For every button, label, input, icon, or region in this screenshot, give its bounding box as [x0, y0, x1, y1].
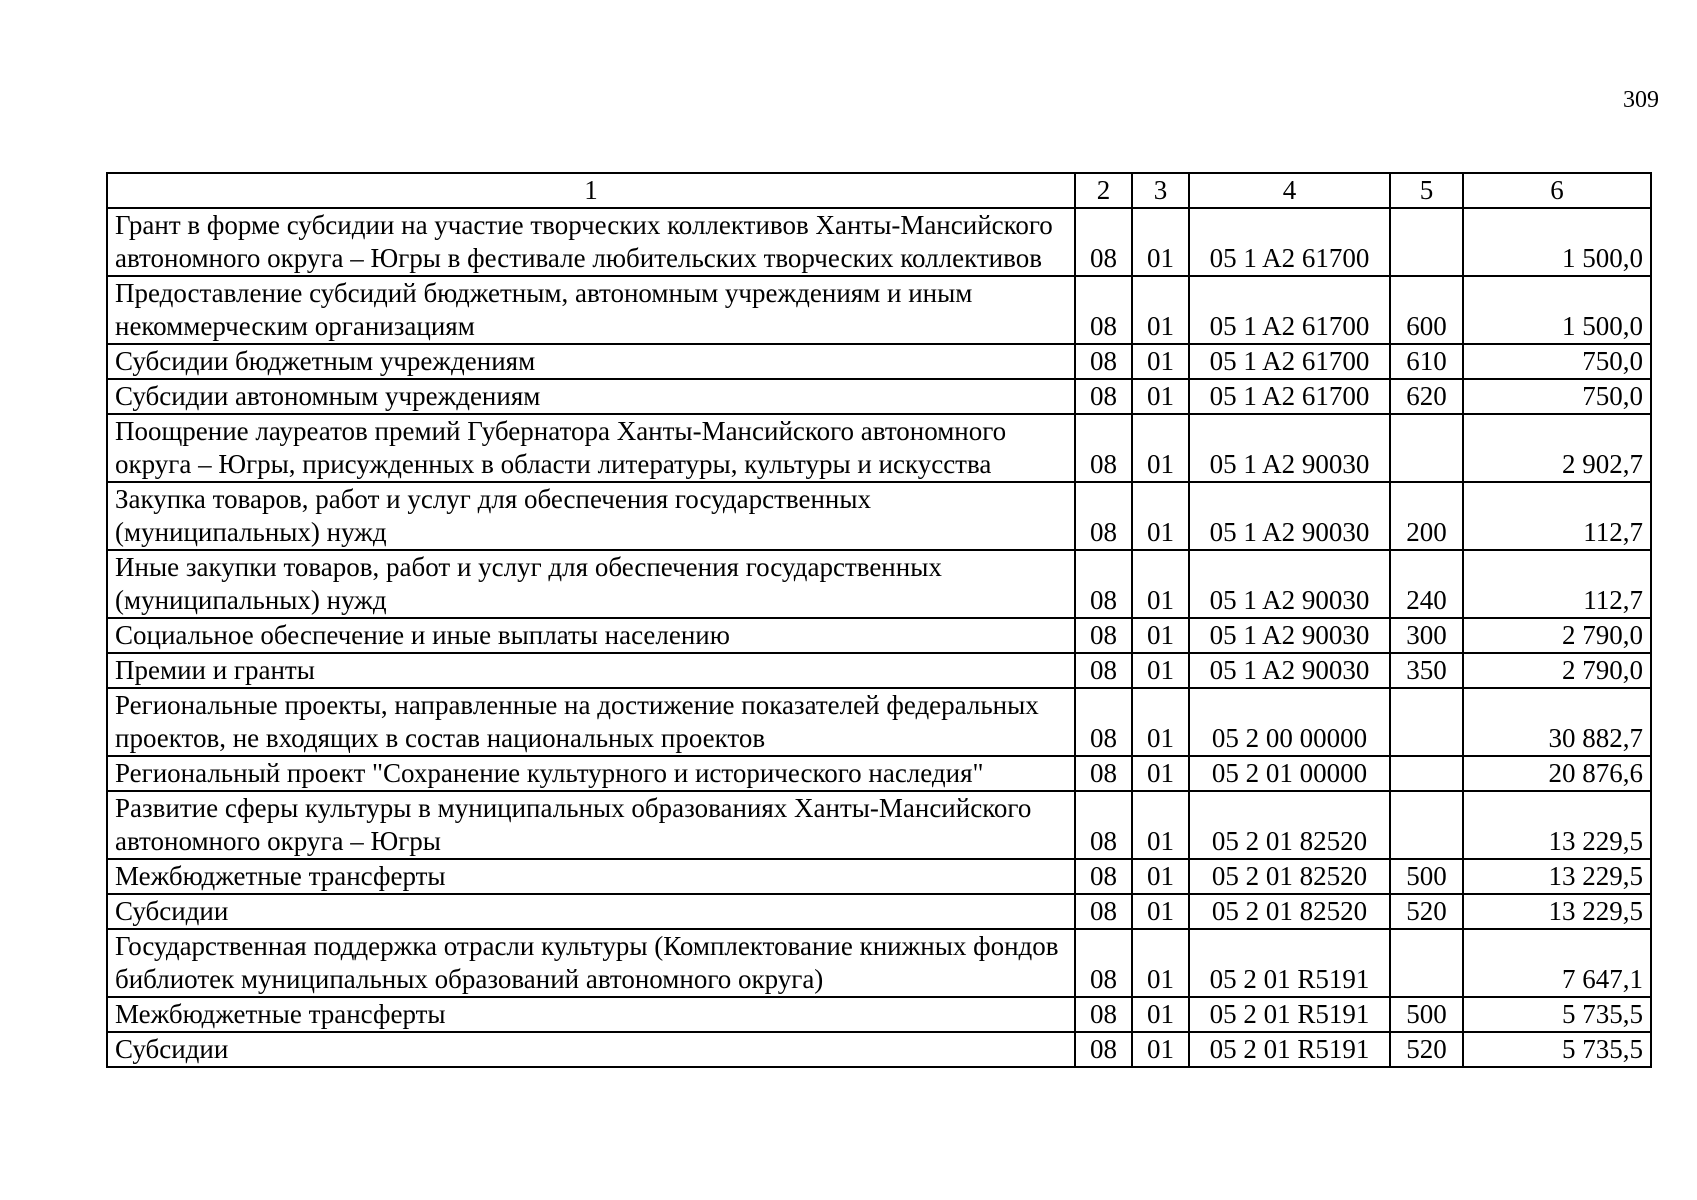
row-expense-type: [1390, 414, 1463, 482]
row-description: Субсидии: [107, 1032, 1075, 1067]
row-section: 08: [1075, 791, 1132, 859]
table-row: [107, 208, 1651, 276]
row-target-code: 05 1 A2 90030: [1189, 550, 1390, 618]
table-header-row: [107, 173, 1651, 208]
row-expense-type: [1390, 929, 1463, 997]
row-target-code: 05 2 01 R5191: [1189, 997, 1390, 1032]
row-expense-type: 350: [1390, 653, 1463, 688]
row-expense-type: 300: [1390, 618, 1463, 653]
table-row: [107, 550, 1651, 618]
row-subsection: 01: [1132, 618, 1189, 653]
row-expense-type: 520: [1390, 1032, 1463, 1067]
row-target-code: 05 1 A2 90030: [1189, 653, 1390, 688]
row-expense-type: 500: [1390, 997, 1463, 1032]
row-subsection: 01: [1132, 859, 1189, 894]
row-section: 08: [1075, 929, 1132, 997]
row-description: Социальное обеспечение и иные выплаты населению: [107, 618, 1075, 653]
row-target-code: 05 1 A2 61700: [1189, 276, 1390, 344]
row-description: Межбюджетные трансферты: [107, 859, 1075, 894]
row-description: Субсидии: [107, 894, 1075, 929]
row-amount: 13 229,5: [1463, 859, 1651, 894]
row-description: Региональные проекты, направленные на достижение показателей федеральных проектов, не входящих в состав национальных проектов: [107, 688, 1075, 756]
row-section: 08: [1075, 1032, 1132, 1067]
row-target-code: 05 2 01 R5191: [1189, 1032, 1390, 1067]
row-subsection: 01: [1132, 482, 1189, 550]
row-target-code: 05 2 01 82520: [1189, 894, 1390, 929]
table-row: [107, 653, 1651, 688]
table-row: [107, 929, 1651, 997]
row-subsection: 01: [1132, 997, 1189, 1032]
row-description: Закупка товаров, работ и услуг для обеспечения государственных (муниципальных) нужд: [107, 482, 1075, 550]
row-description: Иные закупки товаров, работ и услуг для обеспечения государственных (муниципальных) нужд: [107, 550, 1075, 618]
row-description: Премии и гранты: [107, 653, 1075, 688]
table-row: [107, 688, 1651, 756]
row-amount: 750,0: [1463, 379, 1651, 414]
row-amount: 30 882,7: [1463, 688, 1651, 756]
row-amount: 2 790,0: [1463, 653, 1651, 688]
row-expense-type: [1390, 208, 1463, 276]
row-section: 08: [1075, 482, 1132, 550]
row-description: Предоставление субсидий бюджетным, автономным учреждениям и иным некоммерческим организациям: [107, 276, 1075, 344]
row-target-code: 05 1 A2 61700: [1189, 208, 1390, 276]
page-number: 309: [1623, 87, 1659, 113]
row-target-code: 05 1 A2 61700: [1189, 379, 1390, 414]
row-description: Субсидии автономным учреждениям: [107, 379, 1075, 414]
row-amount: 112,7: [1463, 482, 1651, 550]
row-expense-type: 600: [1390, 276, 1463, 344]
row-section: 08: [1075, 344, 1132, 379]
column-header: 1: [107, 173, 1075, 208]
column-header: 5: [1390, 173, 1463, 208]
column-header: 4: [1189, 173, 1390, 208]
row-amount: 2 902,7: [1463, 414, 1651, 482]
row-description: Поощрение лауреатов премий Губернатора Ханты-Мансийского автономного округа – Югры, присужденных в области литературы, культуры и искусства: [107, 414, 1075, 482]
row-subsection: 01: [1132, 1032, 1189, 1067]
row-section: 08: [1075, 756, 1132, 791]
row-subsection: 01: [1132, 929, 1189, 997]
row-subsection: 01: [1132, 379, 1189, 414]
row-expense-type: [1390, 791, 1463, 859]
row-section: 08: [1075, 276, 1132, 344]
row-expense-type: 610: [1390, 344, 1463, 379]
row-section: 08: [1075, 208, 1132, 276]
table-row: [107, 482, 1651, 550]
table-row: [107, 997, 1651, 1032]
table-row: [107, 276, 1651, 344]
row-subsection: 01: [1132, 688, 1189, 756]
row-subsection: 01: [1132, 791, 1189, 859]
row-section: 08: [1075, 618, 1132, 653]
row-expense-type: 620: [1390, 379, 1463, 414]
row-target-code: 05 2 01 00000: [1189, 756, 1390, 791]
column-header: 3: [1132, 173, 1189, 208]
table-row: [107, 791, 1651, 859]
row-expense-type: [1390, 688, 1463, 756]
row-section: 08: [1075, 859, 1132, 894]
row-amount: 20 876,6: [1463, 756, 1651, 791]
row-section: 08: [1075, 997, 1132, 1032]
row-amount: 1 500,0: [1463, 208, 1651, 276]
row-section: 08: [1075, 414, 1132, 482]
row-subsection: 01: [1132, 894, 1189, 929]
row-subsection: 01: [1132, 550, 1189, 618]
row-description: Региональный проект "Сохранение культурного и исторического наследия": [107, 756, 1075, 791]
row-target-code: 05 2 01 82520: [1189, 791, 1390, 859]
row-amount: 5 735,5: [1463, 1032, 1651, 1067]
row-amount: 2 790,0: [1463, 618, 1651, 653]
table-row: [107, 1032, 1651, 1067]
row-target-code: 05 2 01 R5191: [1189, 929, 1390, 997]
row-description: Государственная поддержка отрасли культуры (Комплектование книжных фондов библиотек муниципальных образований автономного округа): [107, 929, 1075, 997]
row-amount: 1 500,0: [1463, 276, 1651, 344]
row-description: Межбюджетные трансферты: [107, 997, 1075, 1032]
row-expense-type: 240: [1390, 550, 1463, 618]
row-target-code: 05 1 A2 90030: [1189, 618, 1390, 653]
row-section: 08: [1075, 379, 1132, 414]
row-expense-type: 500: [1390, 859, 1463, 894]
row-target-code: 05 2 00 00000: [1189, 688, 1390, 756]
table-row: [107, 756, 1651, 791]
row-expense-type: [1390, 756, 1463, 791]
table-row: [107, 379, 1651, 414]
table-row: [107, 859, 1651, 894]
row-subsection: 01: [1132, 414, 1189, 482]
row-subsection: 01: [1132, 344, 1189, 379]
row-target-code: 05 1 A2 90030: [1189, 482, 1390, 550]
row-amount: 750,0: [1463, 344, 1651, 379]
column-header: 2: [1075, 173, 1132, 208]
row-target-code: 05 1 A2 90030: [1189, 414, 1390, 482]
budget-table-body: [107, 173, 1651, 1067]
row-amount: 7 647,1: [1463, 929, 1651, 997]
row-subsection: 01: [1132, 276, 1189, 344]
row-amount: 13 229,5: [1463, 894, 1651, 929]
row-subsection: 01: [1132, 756, 1189, 791]
row-subsection: 01: [1132, 208, 1189, 276]
row-amount: 5 735,5: [1463, 997, 1651, 1032]
row-expense-type: 200: [1390, 482, 1463, 550]
table-row: [107, 618, 1651, 653]
row-section: 08: [1075, 653, 1132, 688]
row-amount: 112,7: [1463, 550, 1651, 618]
table-row: [107, 414, 1651, 482]
row-section: 08: [1075, 550, 1132, 618]
row-section: 08: [1075, 894, 1132, 929]
row-expense-type: 520: [1390, 894, 1463, 929]
table-row: [107, 344, 1651, 379]
row-section: 08: [1075, 688, 1132, 756]
row-description: Развитие сферы культуры в муниципальных образованиях Ханты-Мансийского автономного округа – Югры: [107, 791, 1075, 859]
row-subsection: 01: [1132, 653, 1189, 688]
budget-table: [106, 172, 1652, 1068]
row-amount: 13 229,5: [1463, 791, 1651, 859]
row-target-code: 05 1 A2 61700: [1189, 344, 1390, 379]
row-description: Субсидии бюджетным учреждениям: [107, 344, 1075, 379]
column-header: 6: [1463, 173, 1651, 208]
row-target-code: 05 2 01 82520: [1189, 859, 1390, 894]
table-row: [107, 894, 1651, 929]
row-description: Грант в форме субсидии на участие творческих коллективов Ханты-Мансийского автономного округа – Югры в фестивале любительских творческих коллективов: [107, 208, 1075, 276]
